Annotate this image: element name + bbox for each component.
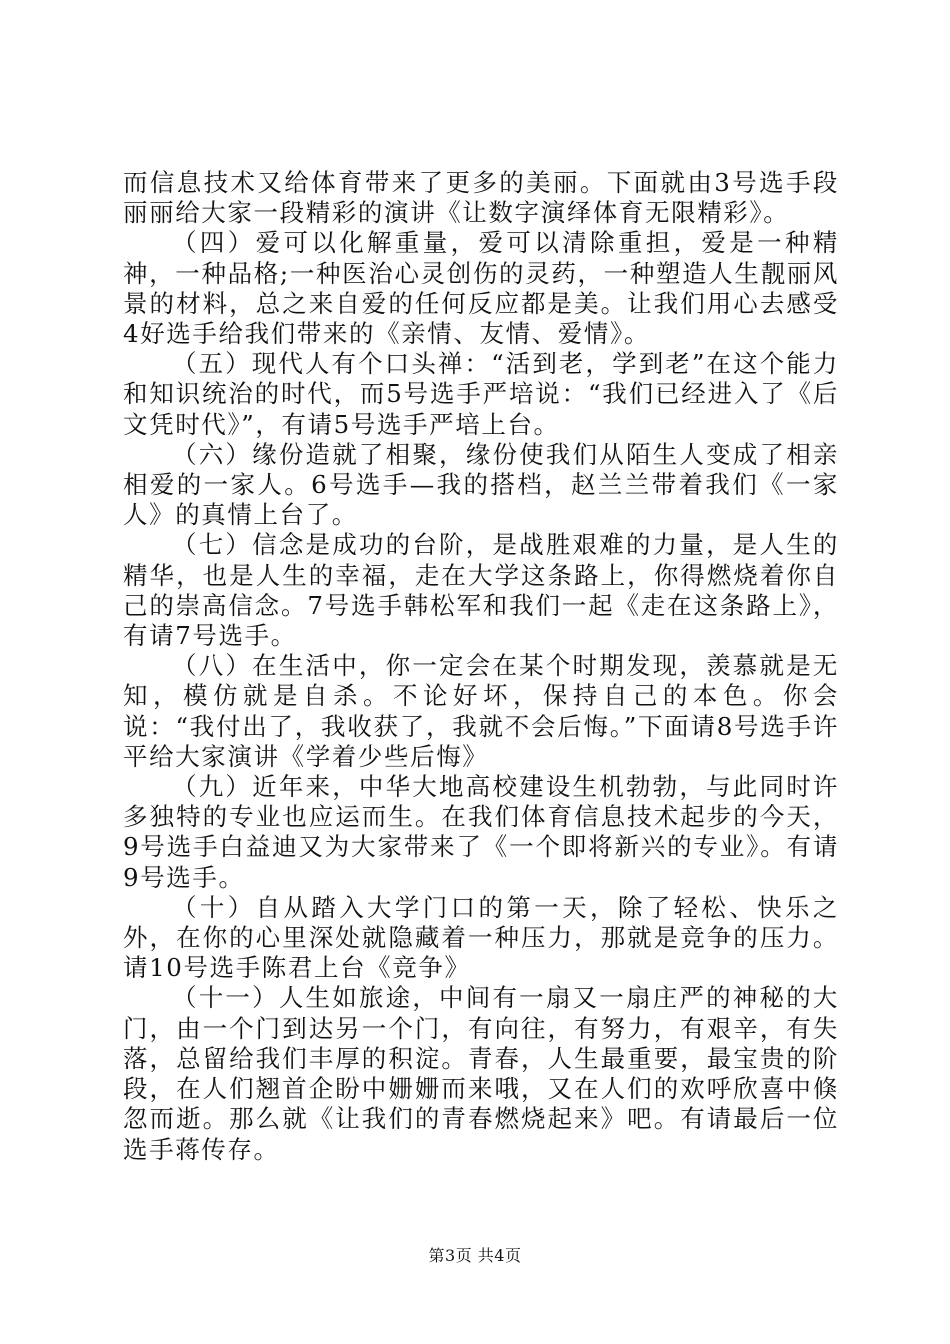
paragraph-item-6: （六）缘份造就了相聚，缘份使我们从陌生人变成了相亲相爱的一家人。6号选手—我的搭档，赵兰兰带着我们《一家人》的真情上台了。 <box>123 439 839 530</box>
paragraph-item-9: （九）近年来，中华大地高校建设生机勃勃，与此同时许多独特的专业也应运而生。在我们体育信息技术起步的今天，9号选手白益迪又为大家带来了《一个即将新兴的专业》。有请9号选手。 <box>123 772 839 892</box>
paragraph-item-7: （七）信念是成功的台阶，是战胜艰难的力量，是人生的精华，也是人生的幸福，走在大学这条路上，你得燃烧着你自己的崇高信念。7号选手韩松军和我们一起《走在这条路上》，有请7号选手。 <box>123 530 839 651</box>
page-number-footer: 第3页 共4页 <box>428 1246 522 1265</box>
paragraph-item-10: （十）自从踏入大学门口的第一天，除了轻松、快乐之外，在你的心里深处就隐藏着一种压力，那就是竞争的压力。请10号选手陈君上台《竞争》 <box>123 892 839 983</box>
paragraph-item-5: （五）现代人有个口头禅：“活到老，学到老”在这个能力和知识统治的时代，而5号选手严培说：“我们已经进入了《后文凭时代》”，有请5号选手严培上台。 <box>123 349 839 439</box>
paragraph-continuation: 而信息技术又给体育带来了更多的美丽。下面就由3号选手段丽丽给大家一段精彩的演讲《让数字演绎体育无限精彩》。 <box>123 168 839 228</box>
document-body <box>123 168 839 1165</box>
paragraph-item-4: （四）爱可以化解重量，爱可以清除重担，爱是一种精神，一种品格;一种医治心灵创伤的灵药，一种塑造人生靓丽风景的材料，总之来自爱的任何反应都是美。让我们用心去感受4好选手给我们带来的《亲情、友情、爱情》。 <box>123 228 839 349</box>
paragraph-item-11: （十一）人生如旅途，中间有一扇又一扇庄严的神秘的大门，由一个门到达另一个门，有向往，有努力，有艰辛，有失落，总留给我们丰厚的积淀。青春，人生最重要，最宝贵的阶段，在人们翘首企盼中姗姗而来哦，又在人们的欢呼欣喜中倏忽而逝。那么就《让我们的青春燃烧起来》吧。有请最后一位选手蒋传存。 <box>123 983 839 1164</box>
paragraph-item-8: （八）在生活中，你一定会在某个时期发现，羡慕就是无知，模仿就是自杀。不论好坏，保持自己的本色。你会说：“我付出了，我收获了，我就不会后悔。”下面请8号选手许平给大家演讲《学着少些后悔》 <box>123 651 839 771</box>
